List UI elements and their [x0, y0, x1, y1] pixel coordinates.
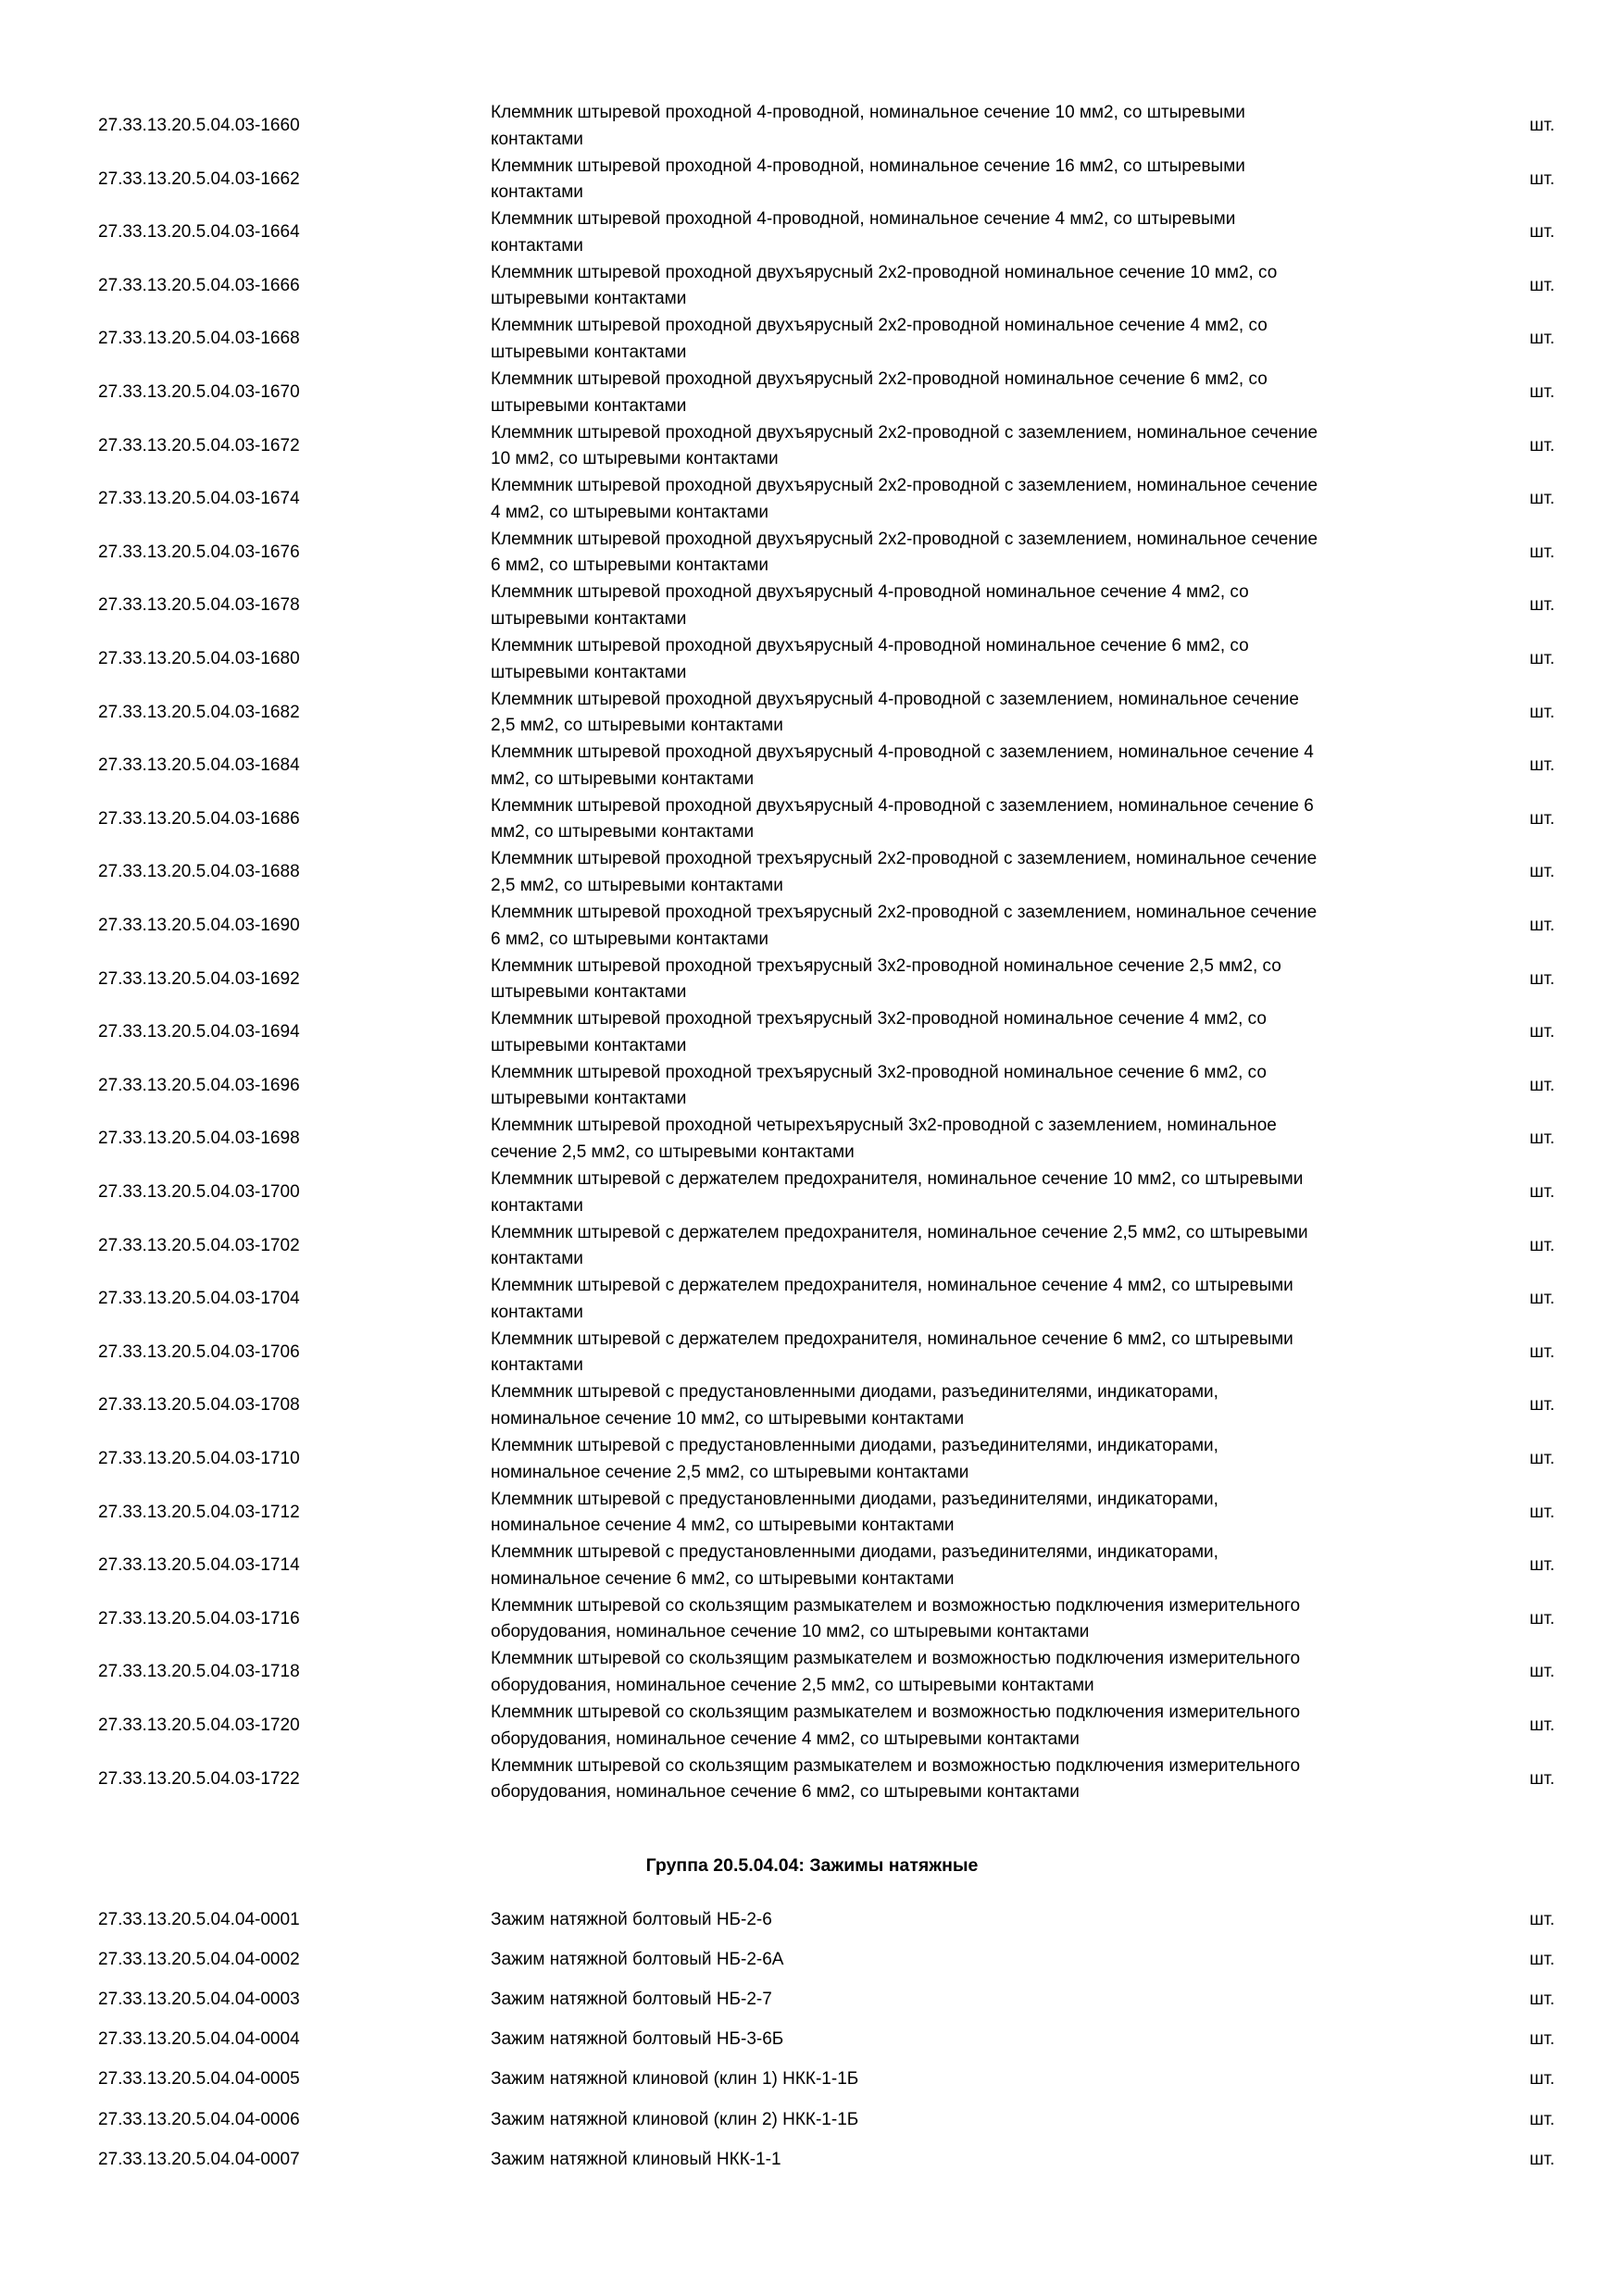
- description-line: 6 мм2, со штыревыми контактами: [491, 929, 768, 949]
- item-code: 27.33.13.20.5.04.03-1672: [98, 435, 300, 455]
- item-description: [491, 1273, 1454, 1326]
- item-code: 27.33.13.20.5.04.03-1686: [98, 808, 300, 829]
- item-code: 27.33.13.20.5.04.04-0005: [98, 2069, 300, 2090]
- description-line: номинальное сечение 4 мм2, со штыревыми контактами: [491, 1516, 955, 1536]
- description-line: штыревыми контактами: [491, 395, 687, 416]
- description-line: Клеммник штыревой проходной двухъярусный 4-проводной номинальное сечение 6 мм2, со: [491, 636, 1249, 655]
- item-description: [491, 206, 1454, 259]
- description-line: Зажим натяжной клиновый НКК-1-1: [491, 2149, 781, 2169]
- item-description: [491, 1167, 1454, 1219]
- description-line: Клеммник штыревой проходной двухъярусный 4-проводной с заземлением, номинальное сечение: [491, 689, 1299, 709]
- item-description: [491, 1487, 1454, 1540]
- description-line: Клеммник штыревой проходной 4-проводной, номинальное сечение 16 мм2, со штыревыми: [491, 156, 1245, 176]
- item-unit: шт.: [1530, 382, 1555, 402]
- description-line: штыревыми контактами: [491, 342, 687, 362]
- description-line: Клеммник штыревой проходной четырехъярусный 3х2-проводной с заземлением, номинальное: [491, 1116, 1277, 1136]
- item-code: 27.33.13.20.5.04.03-1662: [98, 168, 300, 189]
- item-code: 27.33.13.20.5.04.03-1696: [98, 1075, 300, 1095]
- item-code: 27.33.13.20.5.04.03-1692: [98, 968, 300, 989]
- description-line: Клеммник штыревой с предустановленными диодами, разъединителями, индикаторами,: [491, 1542, 1218, 1563]
- item-unit: шт.: [1530, 649, 1555, 668]
- item-unit: шт.: [1530, 1022, 1555, 1042]
- description-line: номинальное сечение 2,5 мм2, со штыревыми контактами: [491, 1462, 969, 1482]
- item-description: [491, 1220, 1454, 1273]
- item-unit: шт.: [1530, 1289, 1555, 1309]
- item-description: [491, 2147, 1454, 2174]
- description-line: контактами: [491, 1355, 583, 1376]
- item-description: [491, 367, 1454, 419]
- item-unit: шт.: [1530, 1950, 1555, 1970]
- item-unit: шт.: [1530, 2069, 1555, 2090]
- item-unit: шт.: [1530, 275, 1555, 295]
- item-description: [491, 2107, 1454, 2134]
- item-description: [491, 260, 1454, 313]
- item-description: [491, 954, 1454, 1006]
- description-line: Клеммник штыревой проходной 4-проводной, номинальное сечение 4 мм2, со штыревыми: [491, 209, 1236, 230]
- item-code: 27.33.13.20.5.04.03-1712: [98, 1502, 300, 1522]
- description-line: контактами: [491, 235, 583, 256]
- item-unit: шт.: [1530, 2149, 1555, 2169]
- description-line: контактами: [491, 129, 583, 149]
- item-code: 27.33.13.20.5.04.03-1670: [98, 382, 300, 402]
- description-line: штыревыми контактами: [491, 1089, 687, 1109]
- item-unit: шт.: [1530, 1129, 1555, 1149]
- item-description: [491, 1593, 1454, 1646]
- item-code: 27.33.13.20.5.04.03-1680: [98, 649, 300, 668]
- item-unit: шт.: [1530, 595, 1555, 616]
- description-line: Клеммник штыревой с предустановленными диодами, разъединителями, индикаторами,: [491, 1489, 1218, 1509]
- description-line: Клеммник штыревой проходной трехъярусный 2х2-проводной с заземлением, номинальное сечение: [491, 903, 1318, 922]
- description-line: 2,5 мм2, со штыревыми контактами: [491, 875, 783, 895]
- description-line: 4 мм2, со штыревыми контактами: [491, 502, 768, 522]
- description-line: Клеммник штыревой с держателем предохранителя, номинальное сечение 4 мм2, со штыревыми: [491, 1276, 1293, 1296]
- item-unit: шт.: [1530, 862, 1555, 882]
- item-description: [491, 1327, 1454, 1379]
- description-line: оборудования, номинальное сечение 10 мм2, со штыревыми контактами: [491, 1622, 1090, 1642]
- item-code: 27.33.13.20.5.04.04-0003: [98, 1990, 300, 2010]
- item-code: 27.33.13.20.5.04.03-1690: [98, 916, 300, 935]
- item-unit: шт.: [1530, 1235, 1555, 1255]
- item-unit: шт.: [1530, 542, 1555, 562]
- description-line: Клеммник штыревой с держателем предохранителя, номинальное сечение 10 мм2, со штыревыми: [491, 1169, 1304, 1189]
- item-code: 27.33.13.20.5.04.03-1710: [98, 1449, 300, 1468]
- item-unit: шт.: [1530, 1990, 1555, 2010]
- item-code: 27.33.13.20.5.04.04-0001: [98, 1910, 300, 1929]
- item-code: 27.33.13.20.5.04.04-0002: [98, 1950, 300, 1970]
- item-description: [491, 1379, 1454, 1432]
- description-line: Зажим натяжной клиновой (клин 1) НКК-1-1Б: [491, 2069, 859, 2090]
- description-line: Клеммник штыревой проходной двухъярусный 2х2-проводной с заземлением, номинальное сечение: [491, 529, 1318, 549]
- item-code: 27.33.13.20.5.04.03-1684: [98, 755, 300, 776]
- description-line: Клеммник штыревой со скользящим размыкателем и возможностью подключения измерительного: [491, 1703, 1301, 1722]
- item-unit: шт.: [1530, 916, 1555, 935]
- item-unit: шт.: [1530, 116, 1555, 135]
- item-unit: шт.: [1530, 1449, 1555, 1468]
- item-description: [491, 1947, 1454, 1974]
- item-unit: шт.: [1530, 1716, 1555, 1735]
- item-code: 27.33.13.20.5.04.03-1702: [98, 1235, 300, 1255]
- item-code: 27.33.13.20.5.04.03-1700: [98, 1182, 300, 1202]
- item-code: 27.33.13.20.5.04.03-1694: [98, 1022, 300, 1042]
- description-line: Клеммник штыревой проходной двухъярусный 2х2-проводной номинальное сечение 10 мм2, со: [491, 262, 1278, 282]
- item-code: 27.33.13.20.5.04.04-0006: [98, 2109, 300, 2129]
- description-line: Клеммник штыревой проходной двухъярусный 4-проводной с заземлением, номинальное сечение 6: [491, 795, 1314, 816]
- description-line: номинальное сечение 10 мм2, со штыревыми контактами: [491, 1408, 965, 1429]
- item-code: 27.33.13.20.5.04.03-1720: [98, 1716, 300, 1735]
- item-description: [491, 900, 1454, 953]
- description-line: Клеммник штыревой со скользящим размыкателем и возможностью подключения измерительного: [491, 1595, 1301, 1616]
- item-description: [491, 154, 1454, 206]
- item-unit: шт.: [1530, 1341, 1555, 1362]
- item-code: 27.33.13.20.5.04.03-1666: [98, 275, 300, 295]
- item-code: 27.33.13.20.5.04.03-1718: [98, 1662, 300, 1682]
- description-line: контактами: [491, 1302, 583, 1322]
- item-description: [491, 1006, 1454, 1059]
- description-line: Клеммник штыревой с предустановленными диодами, разъединителями, индикаторами,: [491, 1382, 1218, 1403]
- description-line: Клеммник штыревой проходной трехъярусный 3х2-проводной номинальное сечение 4 мм2, со: [491, 1009, 1267, 1029]
- item-description: [491, 313, 1454, 366]
- item-unit: шт.: [1530, 168, 1555, 189]
- item-description: [491, 687, 1454, 740]
- item-code: 27.33.13.20.5.04.03-1716: [98, 1608, 300, 1628]
- description-line: мм2, со штыревыми контактами: [491, 822, 755, 842]
- description-line: Зажим натяжной болтовый НБ-3-6Б: [491, 2029, 784, 2050]
- description-line: Клеммник штыревой проходной двухъярусный 2х2-проводной номинальное сечение 4 мм2, со: [491, 316, 1268, 336]
- item-description: [491, 846, 1454, 899]
- item-code: 27.33.13.20.5.04.03-1664: [98, 222, 300, 243]
- description-line: оборудования, номинальное сечение 2,5 мм2, со штыревыми контактами: [491, 1675, 1094, 1695]
- item-code: 27.33.13.20.5.04.03-1668: [98, 329, 300, 349]
- item-description: [491, 1433, 1454, 1486]
- description-line: Клеммник штыревой с держателем предохранителя, номинальное сечение 2,5 мм2, со штыревыми: [491, 1222, 1308, 1242]
- description-line: Клеммник штыревой проходной двухъярусный 4-проводной с заземлением, номинальное сечение 4: [491, 742, 1314, 763]
- item-code: 27.33.13.20.5.04.03-1688: [98, 862, 300, 882]
- item-unit: шт.: [1530, 2109, 1555, 2129]
- item-description: [491, 1113, 1454, 1166]
- description-line: Клеммник штыревой со скользящим размыкателем и возможностью подключения измерительного: [491, 1755, 1301, 1776]
- item-code: 27.33.13.20.5.04.03-1676: [98, 542, 300, 562]
- item-unit: шт.: [1530, 1555, 1555, 1576]
- description-line: Клеммник штыревой с держателем предохранителя, номинальное сечение 6 мм2, со штыревыми: [491, 1329, 1293, 1349]
- description-line: штыревыми контактами: [491, 1035, 687, 1055]
- description-line: Клеммник штыревой проходной двухъярусный 2х2-проводной с заземлением, номинальное сечение: [491, 476, 1318, 496]
- description-line: оборудования, номинальное сечение 4 мм2, со штыревыми контактами: [491, 1728, 1080, 1749]
- description-line: штыревыми контактами: [491, 662, 687, 682]
- item-unit: шт.: [1530, 755, 1555, 776]
- item-unit: шт.: [1530, 1910, 1555, 1929]
- description-line: Клеммник штыревой проходной двухъярусный 2х2-проводной с заземлением, номинальное сечение: [491, 422, 1318, 443]
- description-line: сечение 2,5 мм2, со штыревыми контактами: [491, 1142, 855, 1162]
- item-code: 27.33.13.20.5.04.03-1660: [98, 116, 300, 135]
- item-description: [491, 1907, 1454, 1934]
- description-line: 10 мм2, со штыревыми контактами: [491, 449, 779, 469]
- item-description: [491, 420, 1454, 473]
- description-line: Зажим натяжной клиновой (клин 2) НКК-1-1Б: [491, 2109, 859, 2129]
- item-unit: шт.: [1530, 1608, 1555, 1628]
- item-description: [491, 633, 1454, 686]
- item-code: 27.33.13.20.5.04.03-1704: [98, 1289, 300, 1309]
- item-code: 27.33.13.20.5.04.03-1708: [98, 1395, 300, 1416]
- description-line: контактами: [491, 1249, 583, 1269]
- item-description: [491, 1753, 1454, 1806]
- description-line: оборудования, номинальное сечение 6 мм2, со штыревыми контактами: [491, 1782, 1080, 1803]
- item-unit: шт.: [1530, 329, 1555, 349]
- item-unit: шт.: [1530, 435, 1555, 455]
- item-code: 27.33.13.20.5.04.03-1682: [98, 702, 300, 722]
- description-line: контактами: [491, 182, 583, 203]
- item-description: [491, 1060, 1454, 1113]
- group-heading: Группа 20.5.04.04: Зажимы натяжные: [645, 1855, 979, 1876]
- description-line: Клеммник штыревой проходной двухъярусный 4-проводной номинальное сечение 4 мм2, со: [491, 582, 1249, 603]
- description-line: Клеммник штыревой проходной 4-проводной, номинальное сечение 10 мм2, со штыревыми: [491, 103, 1245, 122]
- item-unit: шт.: [1530, 1182, 1555, 1202]
- item-description: [491, 1987, 1454, 2014]
- description-line: Клеммник штыревой с предустановленными диодами, разъединителями, индикаторами,: [491, 1436, 1218, 1455]
- item-description: [491, 740, 1454, 792]
- item-code: 27.33.13.20.5.04.03-1706: [98, 1341, 300, 1362]
- description-line: Зажим натяжной болтовый НБ-2-6А: [491, 1950, 784, 1970]
- item-description: [491, 580, 1454, 632]
- description-line: Клеммник штыревой проходной трехъярусный 3х2-проводной номинальное сечение 2,5 мм2, со: [491, 955, 1281, 976]
- item-description: [491, 527, 1454, 580]
- description-line: штыревыми контактами: [491, 608, 687, 629]
- item-description: [491, 793, 1454, 846]
- item-unit: шт.: [1530, 1395, 1555, 1416]
- item-unit: шт.: [1530, 2029, 1555, 2050]
- item-unit: шт.: [1530, 1768, 1555, 1789]
- item-code: 27.33.13.20.5.04.03-1722: [98, 1768, 300, 1789]
- item-code: 27.33.13.20.5.04.03-1698: [98, 1129, 300, 1149]
- item-code: 27.33.13.20.5.04.04-0007: [98, 2149, 300, 2169]
- item-code: 27.33.13.20.5.04.04-0004: [98, 2029, 300, 2050]
- item-unit: шт.: [1530, 968, 1555, 989]
- description-line: мм2, со штыревыми контактами: [491, 768, 755, 789]
- description-line: 2,5 мм2, со штыревыми контактами: [491, 716, 783, 736]
- item-unit: шт.: [1530, 1502, 1555, 1522]
- description-line: Клеммник штыревой проходной трехъярусный 2х2-проводной с заземлением, номинальное сечение: [491, 849, 1318, 869]
- item-description: [491, 473, 1454, 526]
- description-line: штыревыми контактами: [491, 289, 687, 309]
- item-unit: шт.: [1530, 1662, 1555, 1682]
- item-description: [491, 100, 1454, 153]
- description-line: Клеммник штыревой проходной двухъярусный 2х2-проводной номинальное сечение 6 мм2, со: [491, 369, 1268, 389]
- item-unit: шт.: [1530, 222, 1555, 243]
- description-line: Зажим натяжной болтовый НБ-2-7: [491, 1990, 772, 2010]
- item-code: 27.33.13.20.5.04.03-1714: [98, 1555, 300, 1576]
- item-code: 27.33.13.20.5.04.03-1674: [98, 489, 300, 509]
- description-line: Клеммник штыревой проходной трехъярусный 3х2-проводной номинальное сечение 6 мм2, со: [491, 1062, 1267, 1082]
- description-line: штыревыми контактами: [491, 982, 687, 1003]
- item-unit: шт.: [1530, 808, 1555, 829]
- item-description: [491, 1700, 1454, 1753]
- description-line: Клеммник штыревой со скользящим размыкателем и возможностью подключения измерительного: [491, 1649, 1301, 1669]
- item-unit: шт.: [1530, 1075, 1555, 1095]
- description-line: номинальное сечение 6 мм2, со штыревыми контактами: [491, 1568, 955, 1589]
- description-line: Зажим натяжной болтовый НБ-2-6: [491, 1910, 772, 1929]
- item-description: [491, 1646, 1454, 1699]
- description-line: контактами: [491, 1195, 583, 1216]
- item-unit: шт.: [1530, 489, 1555, 509]
- item-description: [491, 1540, 1454, 1592]
- description-line: 6 мм2, со штыревыми контактами: [491, 555, 768, 576]
- item-description: [491, 2027, 1454, 2053]
- item-code: 27.33.13.20.5.04.03-1678: [98, 595, 300, 616]
- item-description: [491, 2066, 1454, 2093]
- item-unit: шт.: [1530, 702, 1555, 722]
